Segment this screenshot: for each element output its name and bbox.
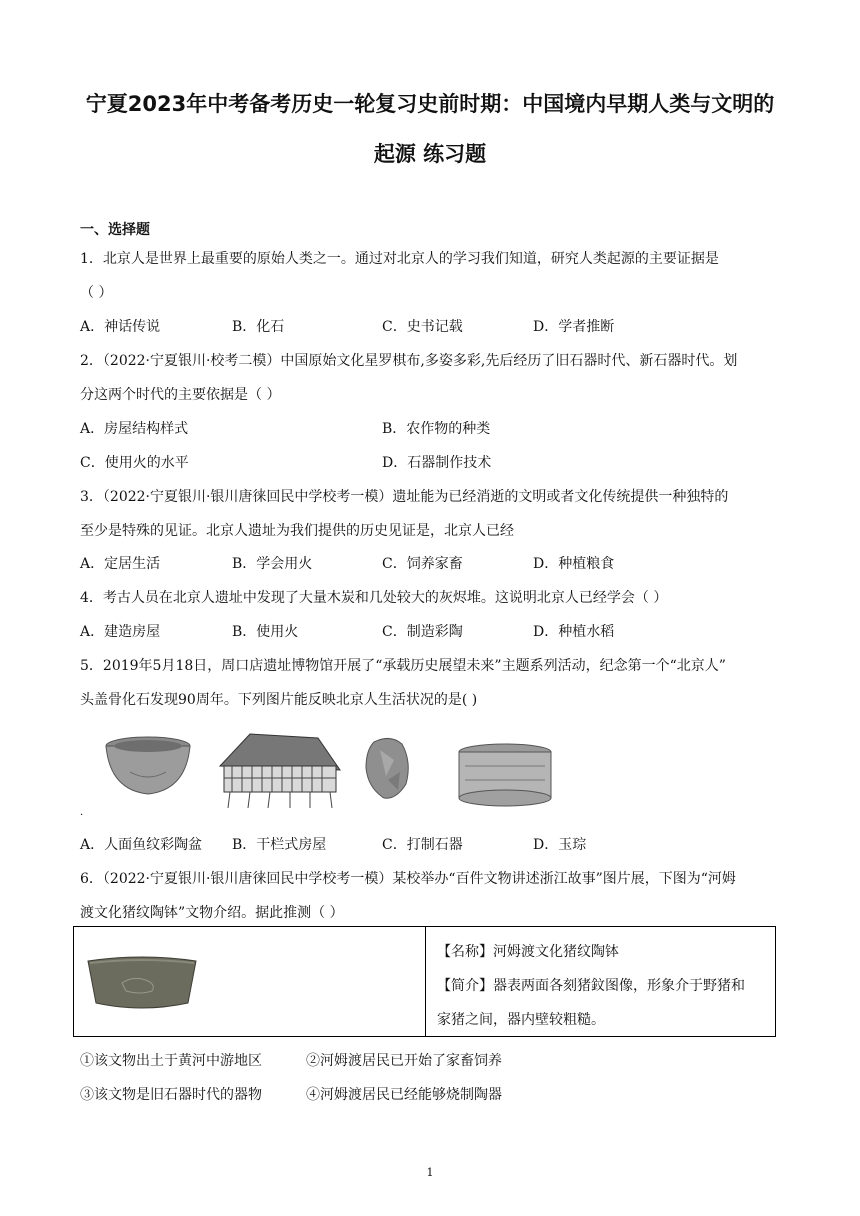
q2-stem-line2: 分这两个时代的主要依据是（ ） (80, 387, 281, 403)
q6-statement-1: ①该文物出土于黄河中游地区 (80, 1053, 262, 1069)
artifact-intro-line2: 家猪之间，器内壁较粗糙。 (437, 1012, 605, 1028)
document-title-line1: 宁夏2023年中考备考历史一轮复习史前时期：中国境内早期人类与文明的 (85, 92, 775, 116)
table-divider (425, 927, 426, 1036)
q4-option-c: C．制造彩陶 (382, 624, 463, 640)
q3-option-b: B．学会用火 (232, 556, 313, 572)
q4-option-b: B．使用火 (232, 624, 299, 640)
pig-pattern-bowl-image (82, 953, 202, 1013)
q3-stem-line2: 至少是特殊的见证。北京人遗址为我们提供的历史见证是，北京人已经 (80, 523, 514, 539)
jade-cong-image (459, 744, 551, 806)
q1-option-b: B．化石 (232, 319, 285, 335)
q5-option-b: B．干栏式房屋 (232, 837, 327, 853)
q6-stem-line2: 渡文化猪纹陶钵”文物介绍。据此推测（ ） (80, 905, 344, 921)
q4-stem-line1: 4．考古人员在北京人遗址中发现了大量木炭和几处较大的灰烬堆。这说明北京人已经学会（ ） (80, 590, 668, 606)
q5-stem-line2: 头盖骨化石发现90周年。下列图片能反映北京人生活状况的是( ) (80, 692, 478, 708)
q4-option-a: A．建造房屋 (80, 624, 161, 640)
artifact-info-table (73, 926, 776, 1037)
q5-stem-line1: 5．2019年5月18日，周口店遗址博物馆开展了“承载历史展望未来”主题系列活动，纪念第一个“北京人” (80, 658, 726, 674)
q1-option-c: C．史书记载 (382, 319, 463, 335)
q5-option-d: D．玉琮 (533, 837, 587, 853)
q6-stem-line1: 6．（2022·宁夏银川·银川唐徕回民中学校考一模）某校举办“百件文物讲述浙江故事”图片展，下图为“河姆 (80, 871, 736, 887)
chipped-stone-image (366, 738, 408, 798)
artifact-intro-line1: 【简介】器表两面各刻猪鈫图像，形象介于野猪和 (437, 978, 745, 994)
page-number: 1 (426, 1166, 434, 1179)
pottery-basin-image (106, 737, 190, 794)
q1-option-d: D．学者推断 (533, 319, 615, 335)
q5-option-c: C．打制石器 (382, 837, 463, 853)
q2-option-d: D．石器制作技术 (382, 455, 492, 471)
q2-option-a: A．房屋结构样式 (80, 421, 189, 437)
stilt-house-image (220, 734, 340, 808)
stray-dot: · (80, 810, 84, 821)
q3-option-d: D．种植粮食 (533, 556, 615, 572)
q5-artifact-images (100, 732, 560, 814)
q2-stem-line1: 2．（2022·宁夏银川·校考二模）中国原始文化星罗棋布,多姿多彩,先后经历了旧石器时代、新石器时代。划 (80, 353, 738, 369)
q3-option-c: C．饲养家畜 (382, 556, 463, 572)
q5-option-a: A．人面鱼纹彩陶盆 (80, 837, 203, 853)
q3-option-a: A．定居生活 (80, 556, 161, 572)
q6-statement-3: ③该文物是旧石器时代的器物 (80, 1087, 262, 1103)
q1-stem-line2: （ ） (80, 285, 113, 301)
q1-option-a: A．神话传说 (80, 319, 161, 335)
q6-statement-4: ④河姆渡居民已经能够烧制陶器 (306, 1087, 502, 1103)
q6-statement-2: ②河姆渡居民已开始了家畜饲养 (306, 1053, 502, 1069)
artifact-name: 【名称】河姆渡文化猪纹陶钵 (437, 944, 619, 960)
q3-stem-line1: 3．（2022·宁夏银川·银川唐徕回民中学校考一模）遗址能为已经消逝的文明或者文化传统提供一种独特的 (80, 489, 729, 505)
q4-option-d: D．种植水稻 (533, 624, 615, 640)
section-heading: 一、选择题 (80, 222, 150, 238)
q2-option-b: B．农作物的种类 (382, 421, 491, 437)
q2-option-c: C．使用火的水平 (80, 455, 189, 471)
q1-stem-line1: 1．北京人是世界上最重要的原始人类之一。通过对北京人的学习我们知道，研究人类起源的主要证据是 (80, 251, 719, 267)
document-title-line2: 起源 练习题 (373, 142, 487, 166)
